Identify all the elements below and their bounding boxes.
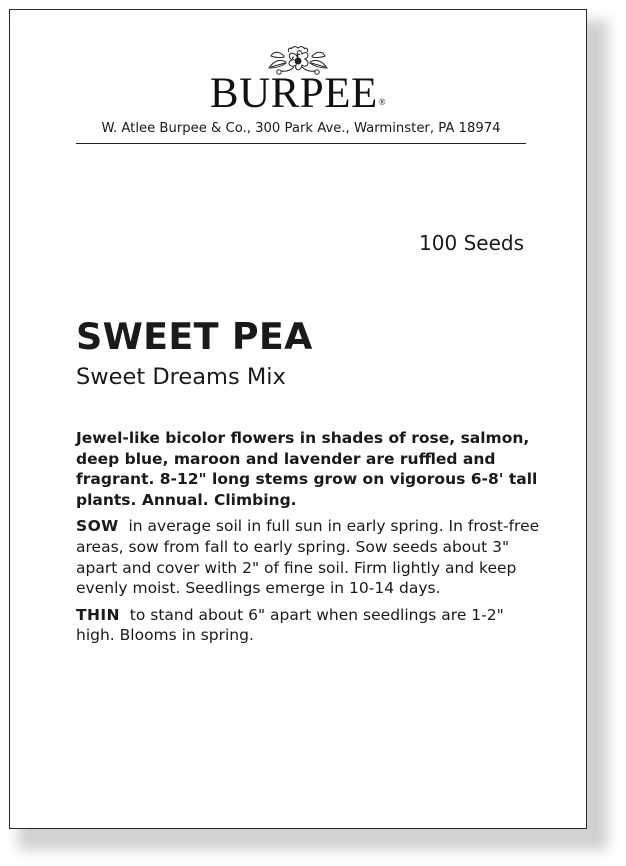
address-divider [76,143,526,144]
sow-label: SOW [76,517,119,536]
variety-name: Sweet Dreams Mix [76,364,286,390]
thin-label: THIN [76,605,120,624]
thin-instructions [76,605,546,646]
seed-count: 100 Seeds [419,231,524,255]
description: Jewel-like bicolor flowers in shades of rose, salmon, deep blue, maroon and lavender are ruffled and fragrant. 8-12" long stems grow on vigorous 6-8' tall plants. Annual. Climbing. [76,429,538,509]
brand-logo [10,44,586,115]
brand-name-text: BURPEE [209,70,378,117]
packet-instructions [76,428,546,652]
sow-instructions [76,516,546,598]
sow-text: in average soil in full sun in early spring. In frost-free areas, sow from fall to early spring. Sow seeds about 3" apart and cover with 2" of fine soil. Firm lightly and keep evenly moist. Seedlings emerge in 10-14 days. [76,517,540,598]
company-address: W. Atlee Burpee & Co., 300 Park Ave., Warminster, PA 18974 [101,121,501,136]
seed-packet [9,9,587,829]
brand-name [210,72,386,115]
plant-title: SWEET PEA [76,315,313,358]
thin-text: to stand about 6" apart when seedlings are 1-2" high. Blooms in spring. [76,605,504,645]
registered-mark: ® [378,97,387,107]
